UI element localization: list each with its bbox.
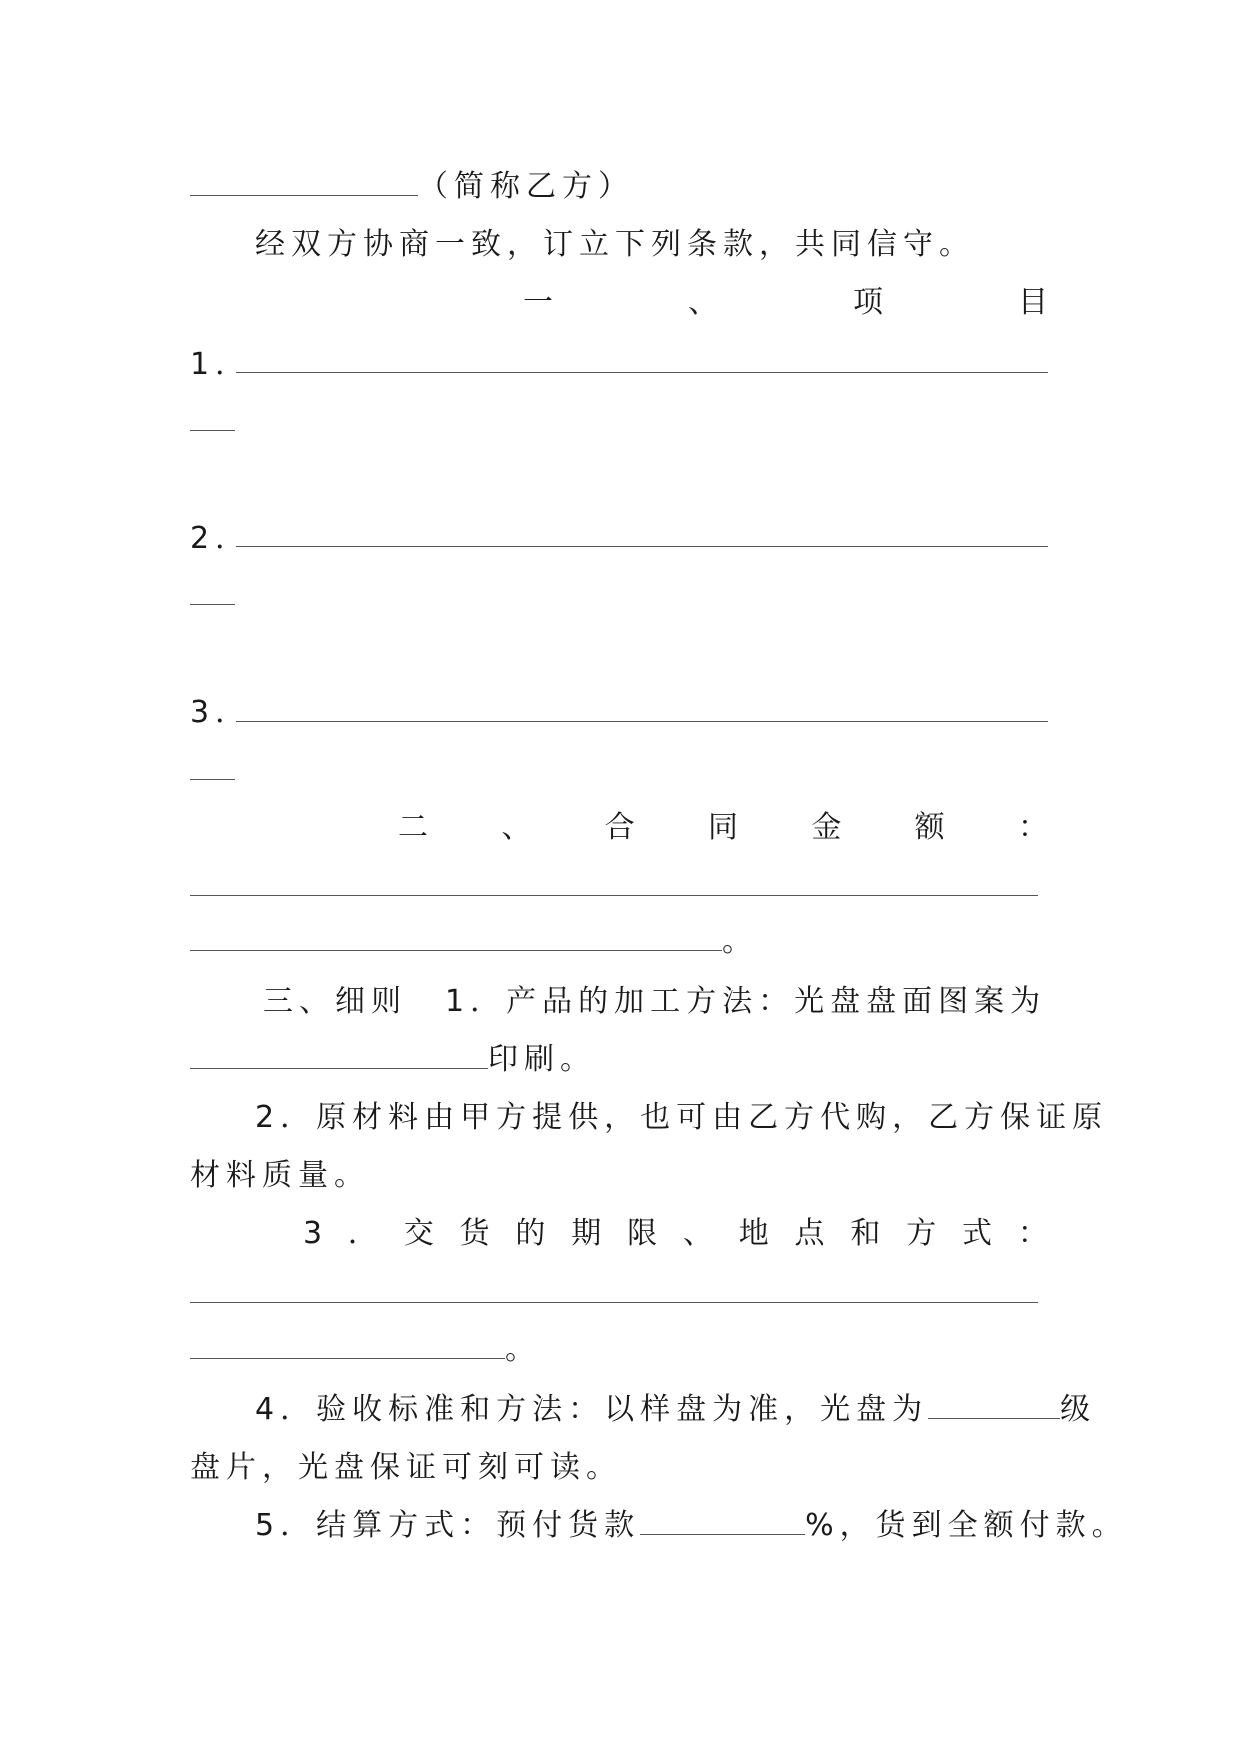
item-3-2-line-2: 材料质量。 <box>190 1158 370 1193</box>
item-2-blank[interactable] <box>236 546 1048 547</box>
item-3-5-tail: %，货到全额付款。 <box>805 1508 1128 1543</box>
item-3-5-line <box>255 1506 1128 1546</box>
section-1-heading <box>523 283 1048 323</box>
section-2-char: 二 <box>398 810 428 845</box>
item-3-3-char: 货 <box>459 1216 490 1251</box>
party-b-line <box>190 167 1060 207</box>
item-2-line <box>190 519 1060 559</box>
item-3-2-line-1: 2．原材料由甲方提供，也可由乙方代购，乙方保证原 <box>255 1100 1109 1135</box>
item-3-3-char: 期 <box>571 1216 602 1251</box>
section-2-heading <box>398 808 1048 848</box>
section-2-char: 金 <box>811 810 842 845</box>
item-3-4-tail: 级 <box>1060 1392 1097 1427</box>
contract-amount-end-line <box>190 922 1060 962</box>
item-3-number: 3． <box>190 695 252 730</box>
section-1-char: 项 <box>853 285 883 320</box>
party-b-name-blank[interactable] <box>190 169 418 196</box>
delivery-blank[interactable] <box>190 1302 1038 1303</box>
contract-amount-blank[interactable] <box>190 895 1038 896</box>
item-3-1-text: 1．产品的加工方法：光盘盘面图案为 <box>445 984 1047 1019</box>
contract-amount-period: 。 <box>722 924 758 959</box>
section-2-char: ： <box>1017 810 1048 845</box>
section-1-char: 目 <box>1018 285 1048 320</box>
item-3-3-char: 式 <box>962 1216 993 1251</box>
item-3-4-line-1 <box>255 1390 1125 1430</box>
item-3-3-char: 、 <box>682 1216 713 1251</box>
disc-grade-blank[interactable] <box>928 1392 1060 1419</box>
item-3-3-char: 的 <box>515 1216 546 1251</box>
delivery-blank-continued[interactable] <box>190 1332 505 1359</box>
item-3-line <box>190 693 1060 733</box>
item-1-number: 1． <box>190 347 252 382</box>
item-3-blank-continued[interactable] <box>190 779 235 780</box>
prepayment-percent-blank[interactable] <box>640 1508 805 1535</box>
item-3-4-line-2: 盘片，光盘保证可刻可读。 <box>190 1450 622 1485</box>
section-1-char: 一 <box>523 285 553 320</box>
section-2-char: 、 <box>501 810 532 845</box>
item-3-3-char: 限 <box>627 1216 658 1251</box>
item-3-1-tail-line <box>190 1040 1060 1080</box>
contract-amount-blank-continued[interactable] <box>190 924 722 951</box>
section-2-char: 同 <box>707 810 738 845</box>
section-2-char: 合 <box>604 810 635 845</box>
item-3-3-char: 方 <box>906 1216 937 1251</box>
item-3-3-char: 3 <box>303 1216 323 1251</box>
item-3-3-char: 和 <box>850 1216 881 1251</box>
section-1-char: 、 <box>688 285 718 320</box>
item-3-3-heading <box>303 1214 1048 1254</box>
item-3-3-char: 交 <box>403 1216 434 1251</box>
delivery-end-line <box>190 1330 1060 1370</box>
item-3-3-char: ． <box>347 1216 378 1251</box>
print-method-blank[interactable] <box>190 1042 488 1069</box>
intro-paragraph: 经双方协商一致，订立下列条款，共同信守。 <box>255 227 975 262</box>
item-1-blank-continued[interactable] <box>190 430 235 431</box>
party-b-suffix: （简称乙方） <box>418 169 634 204</box>
item-3-1-tail: 印刷。 <box>488 1042 596 1077</box>
item-2-number: 2． <box>190 521 252 556</box>
section-2-char: 额 <box>914 810 945 845</box>
section-3-heading: 三、细则 <box>263 984 407 1019</box>
item-1-blank[interactable] <box>236 372 1048 373</box>
item-1-line <box>190 345 1060 385</box>
item-3-3-char: ： <box>1017 1216 1048 1251</box>
item-2-blank-continued[interactable] <box>190 604 235 605</box>
section-3-first-line <box>263 982 1133 1022</box>
item-3-3-char: 地 <box>738 1216 769 1251</box>
item-3-blank[interactable] <box>236 721 1048 722</box>
item-3-3-char: 点 <box>794 1216 825 1251</box>
delivery-period: 。 <box>505 1332 541 1367</box>
item-3-5-text: 5．结算方式：预付货款 <box>255 1508 641 1543</box>
item-3-4-text: 4．验收标准和方法：以样盘为准，光盘为 <box>255 1392 929 1427</box>
